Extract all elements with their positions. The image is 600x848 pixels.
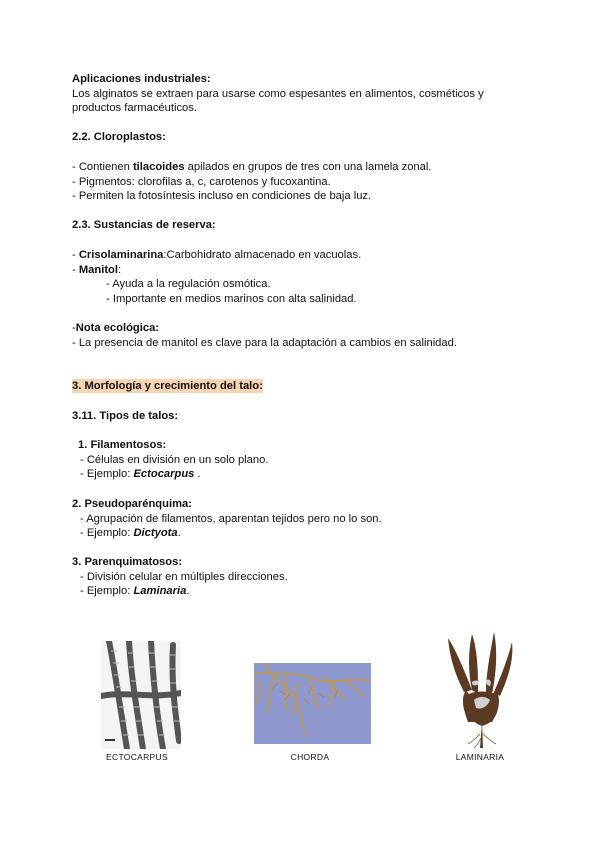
type-3-line: - División celular en múltiples direcciones. bbox=[80, 570, 288, 583]
species-name: Laminaria bbox=[133, 585, 187, 598]
thallus-types-section bbox=[72, 409, 542, 424]
chloroplasts-list bbox=[72, 160, 542, 204]
text-run: - Contienen bbox=[72, 161, 133, 173]
ectocarpus-caption: ECTOCARPUS bbox=[106, 752, 168, 762]
text-run: - Ejemplo: bbox=[80, 527, 134, 540]
morphology-section bbox=[72, 379, 542, 394]
chorda-image bbox=[254, 663, 371, 744]
applications-section bbox=[72, 72, 542, 116]
chloroplasts-item-1 bbox=[72, 160, 542, 175]
type-pseudoparenchyma bbox=[72, 497, 542, 541]
text-run: . bbox=[177, 527, 181, 540]
text-run: . bbox=[186, 585, 190, 598]
text-run: - Ejemplo: bbox=[80, 468, 134, 481]
laminaria-image bbox=[446, 630, 518, 750]
type-2-heading: 2. Pseudoparénquima: bbox=[72, 498, 192, 510]
reserve-item-2 bbox=[72, 263, 542, 278]
text-run: - bbox=[72, 322, 76, 334]
thallus-types-heading: 3.11. Tipos de talos: bbox=[72, 410, 179, 422]
applications-heading: Aplicaciones industriales: bbox=[72, 73, 211, 85]
applications-line-1: Los alginatos se extraen para usarse como espesantes en alimentos, cosméticos y bbox=[72, 87, 484, 100]
type-3-example bbox=[72, 584, 542, 599]
chorda-caption: CHORDA bbox=[290, 752, 330, 762]
text-run: - bbox=[72, 263, 79, 276]
text-run: . bbox=[194, 468, 201, 481]
bold-term: Nota ecológica: bbox=[75, 322, 160, 334]
chloroplasts-item-3: - Permiten la fotosíntesis incluso en condiciones de baja luz. bbox=[72, 190, 372, 203]
text-run: - Ejemplo: bbox=[80, 585, 134, 598]
text-run: : bbox=[118, 263, 122, 276]
chloroplasts-item-2: - Pigmentos: clorofilas a, c, carotenos y fucoxantina. bbox=[72, 175, 331, 188]
ectocarpus-image bbox=[101, 641, 181, 749]
type-1-line: - Células en división en un solo plano. bbox=[80, 453, 269, 466]
reserve-sub-1: - Ayuda a la regulación osmótica. bbox=[106, 278, 271, 291]
reserve-list bbox=[72, 248, 542, 306]
text-run: :Carbohidrato almacenado en vacuolas. bbox=[163, 249, 362, 261]
laminaria-caption: LAMINARIA bbox=[455, 752, 505, 762]
species-name: Ectocarpus bbox=[133, 468, 195, 481]
eco-note-line: - La presencia de manitol es clave para la adaptación a cambios en salinidad. bbox=[72, 336, 457, 349]
text-run: apilados en grupos de tres con una lamela zonal. bbox=[184, 161, 432, 173]
type-1-example bbox=[72, 467, 542, 482]
reserve-section bbox=[72, 218, 542, 233]
chloroplasts-heading: 2.2. Cloroplastos: bbox=[72, 131, 166, 143]
text-run: - bbox=[72, 249, 79, 261]
eco-note-section bbox=[72, 321, 542, 350]
type-2-line: - Agrupación de filamentos, aparentan tejidos pero no lo son. bbox=[80, 512, 382, 525]
reserve-sub-2: - Importante en medios marinos con alta salinidad. bbox=[106, 292, 357, 305]
type-parenchymatous bbox=[72, 555, 542, 599]
type-2-example bbox=[72, 526, 542, 541]
reserve-heading: 2.3. Sustancias de reserva: bbox=[72, 219, 216, 231]
morphology-heading: 3. Morfología y crecimiento del talo: bbox=[72, 380, 263, 392]
species-name: Dictyota bbox=[133, 527, 178, 540]
eco-note-heading bbox=[72, 321, 542, 336]
reserve-item-1 bbox=[72, 248, 542, 263]
chloroplasts-section bbox=[72, 130, 542, 145]
type-1-heading: 1. Filamentosos: bbox=[78, 439, 167, 451]
type-filamentous bbox=[72, 438, 542, 482]
applications-line-2: productos farmacéuticos. bbox=[72, 102, 197, 115]
type-3-heading: 3. Parenquimatosos: bbox=[72, 556, 183, 568]
bold-term: tilacoides bbox=[132, 161, 185, 173]
bold-term: Manitol bbox=[78, 263, 118, 276]
bold-term: Crisolaminarina bbox=[78, 249, 164, 261]
